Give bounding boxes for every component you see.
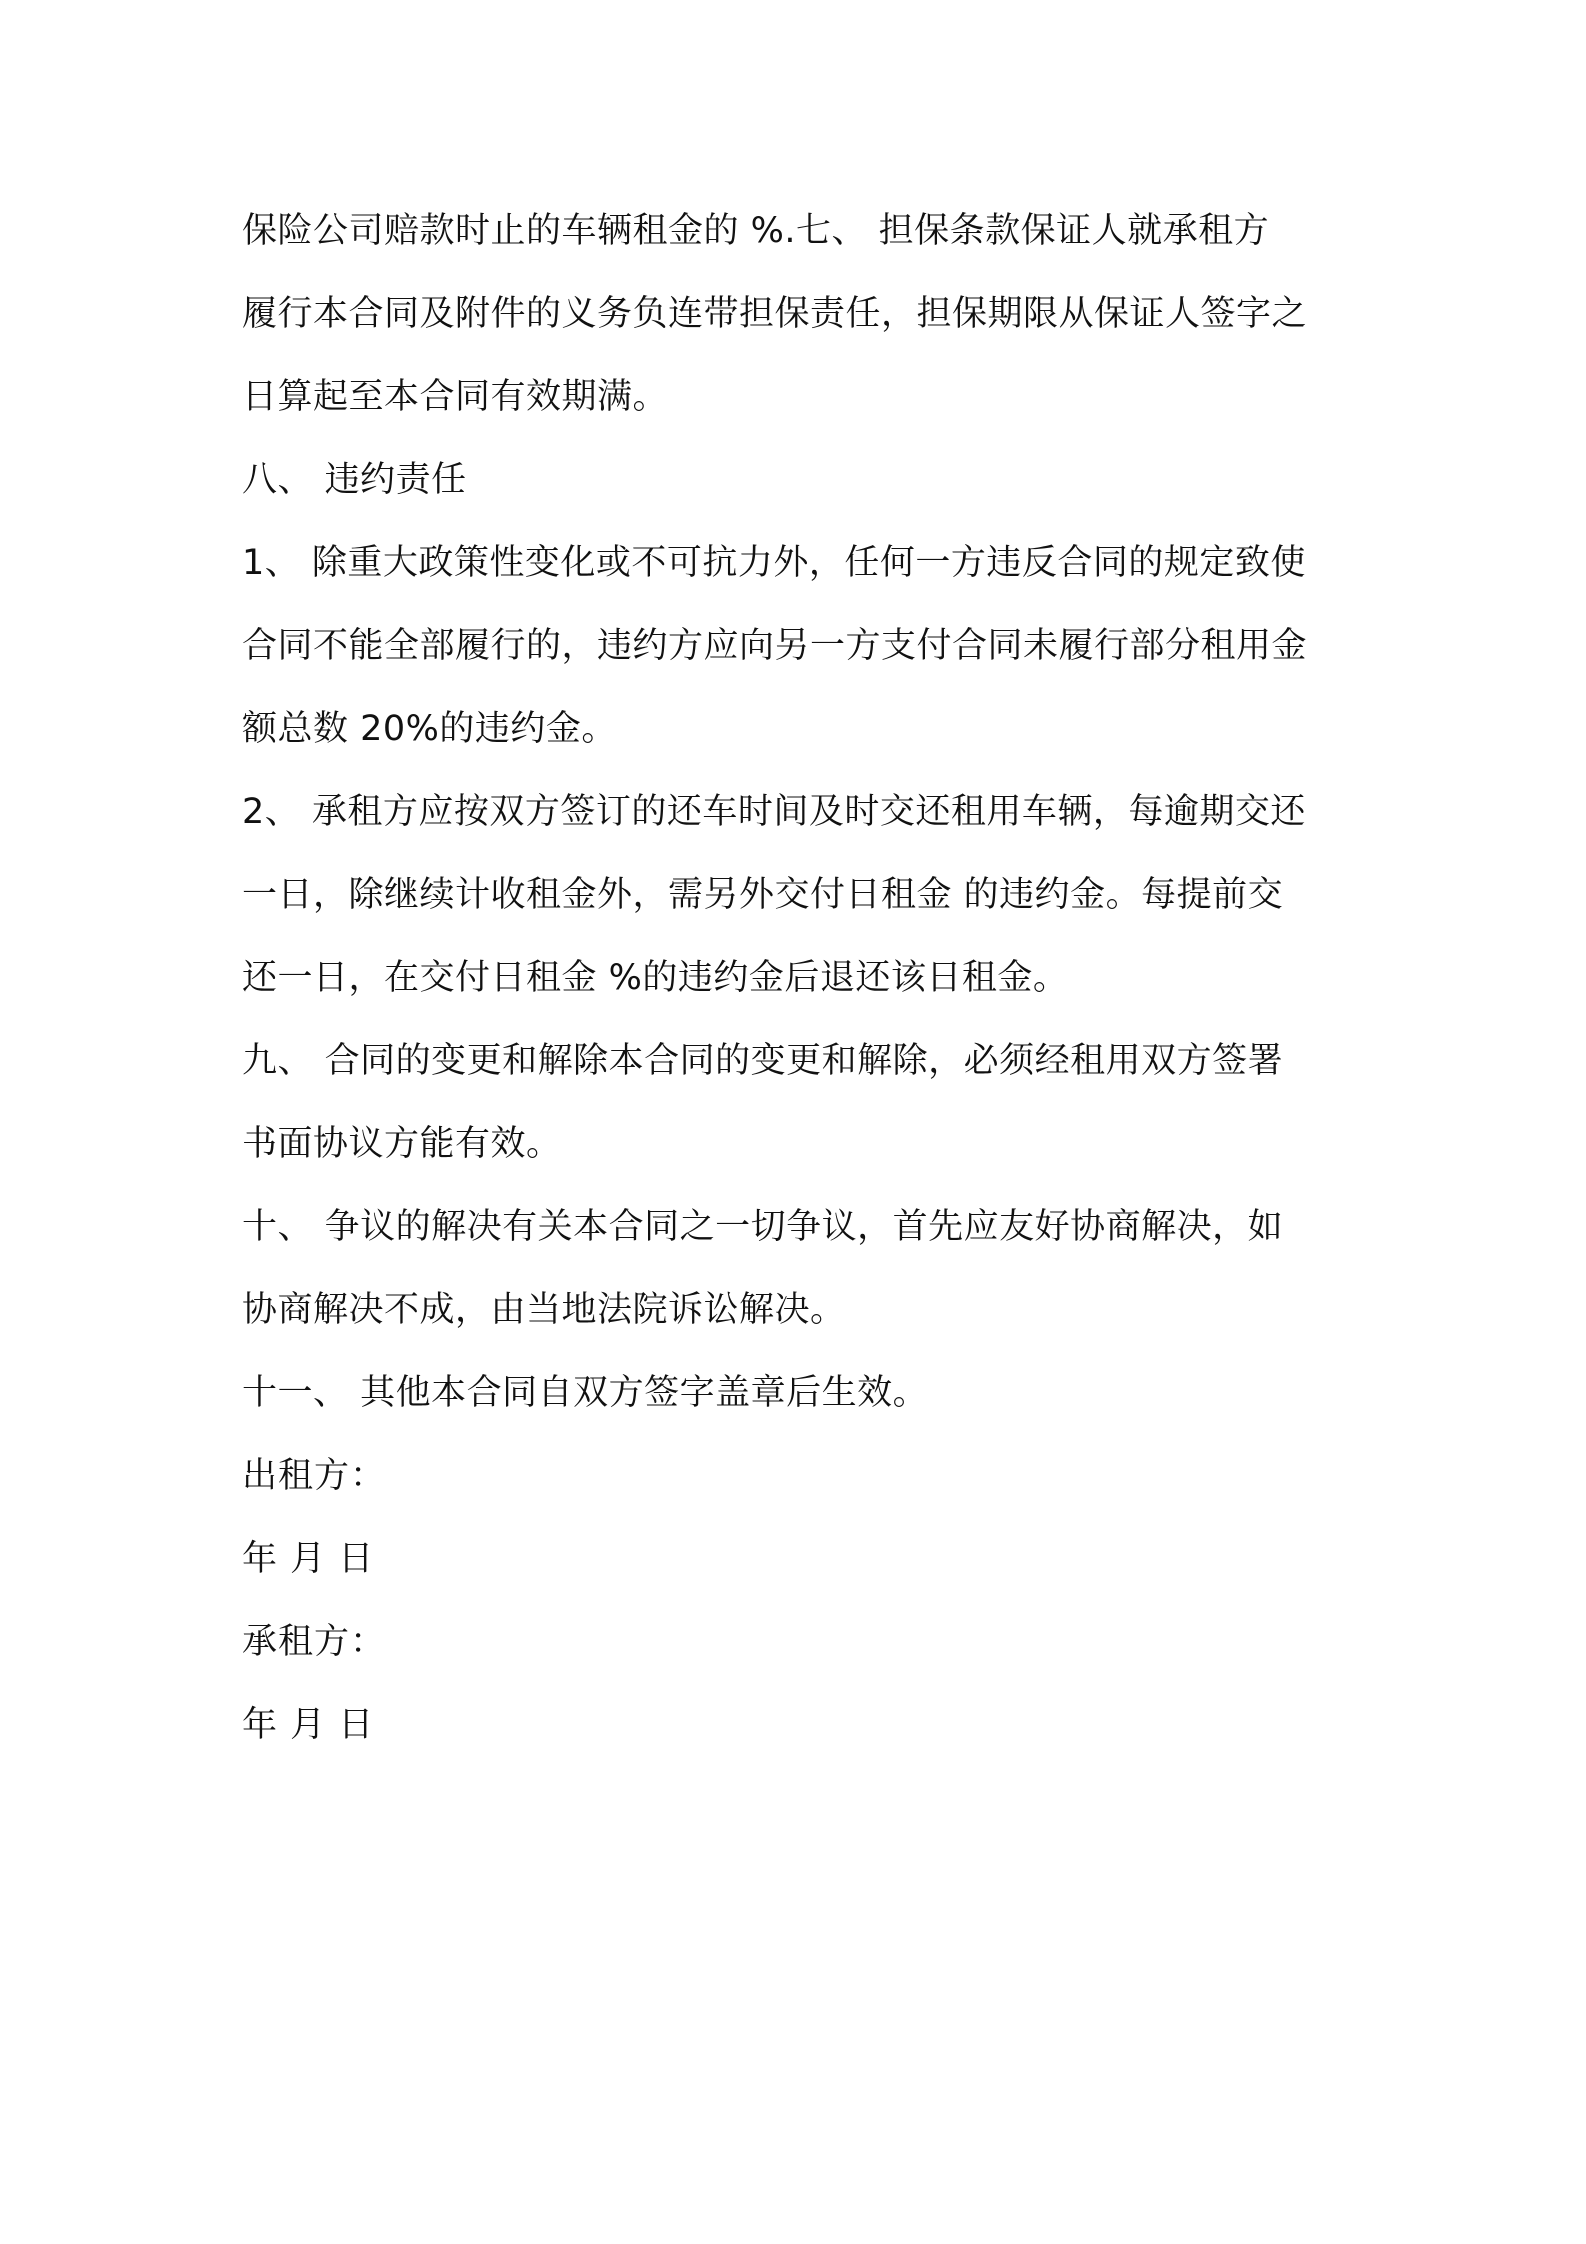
text-line: 还一日，在交付日租金 %的违约金后退还该日租金。: [242, 958, 1069, 998]
lessee-label: 承租方：: [242, 1622, 387, 1662]
text-line: 履行本合同及附件的义务负连带担保责任，担保期限从保证人签字之: [242, 294, 1308, 334]
text-line: 一日，除继续计收租金外，需另外交付日租金 的违约金。每提前交: [242, 875, 1284, 915]
text-line: 1、 除重大政策性变化或不可抗力外，任何一方违反合同的规定致使: [242, 543, 1306, 583]
text-line: 2、 承租方应按双方签订的还车时间及时交还租用车辆，每逾期交还: [242, 792, 1306, 832]
text-line: 十一、 其他本合同自双方签字盖章后生效。: [242, 1373, 929, 1413]
text-line: 日算起至本合同有效期满。: [242, 377, 669, 417]
lessor-label: 出租方：: [242, 1456, 387, 1496]
text-line: 保险公司赔款时止的车辆租金的 %.七、 担保条款保证人就承租方: [242, 211, 1270, 251]
text-line: 书面协议方能有效。: [242, 1124, 562, 1164]
text-line: 协商解决不成，由当地法院诉讼解决。: [242, 1290, 846, 1330]
text-line: 合同不能全部履行的，违约方应向另一方支付合同未履行部分租用金: [242, 626, 1308, 666]
lessor-date: 年 月 日: [242, 1539, 375, 1579]
text-line: 十、 争议的解决有关本合同之一切争议，首先应友好协商解决，如: [242, 1207, 1284, 1247]
text-line: 额总数 20%的违约金。: [242, 709, 617, 749]
text-line: 九、 合同的变更和解除本合同的变更和解除，必须经租用双方签署: [242, 1041, 1284, 1081]
lessee-date: 年 月 日: [242, 1705, 375, 1745]
section-heading: 八、 违约责任: [242, 460, 467, 500]
